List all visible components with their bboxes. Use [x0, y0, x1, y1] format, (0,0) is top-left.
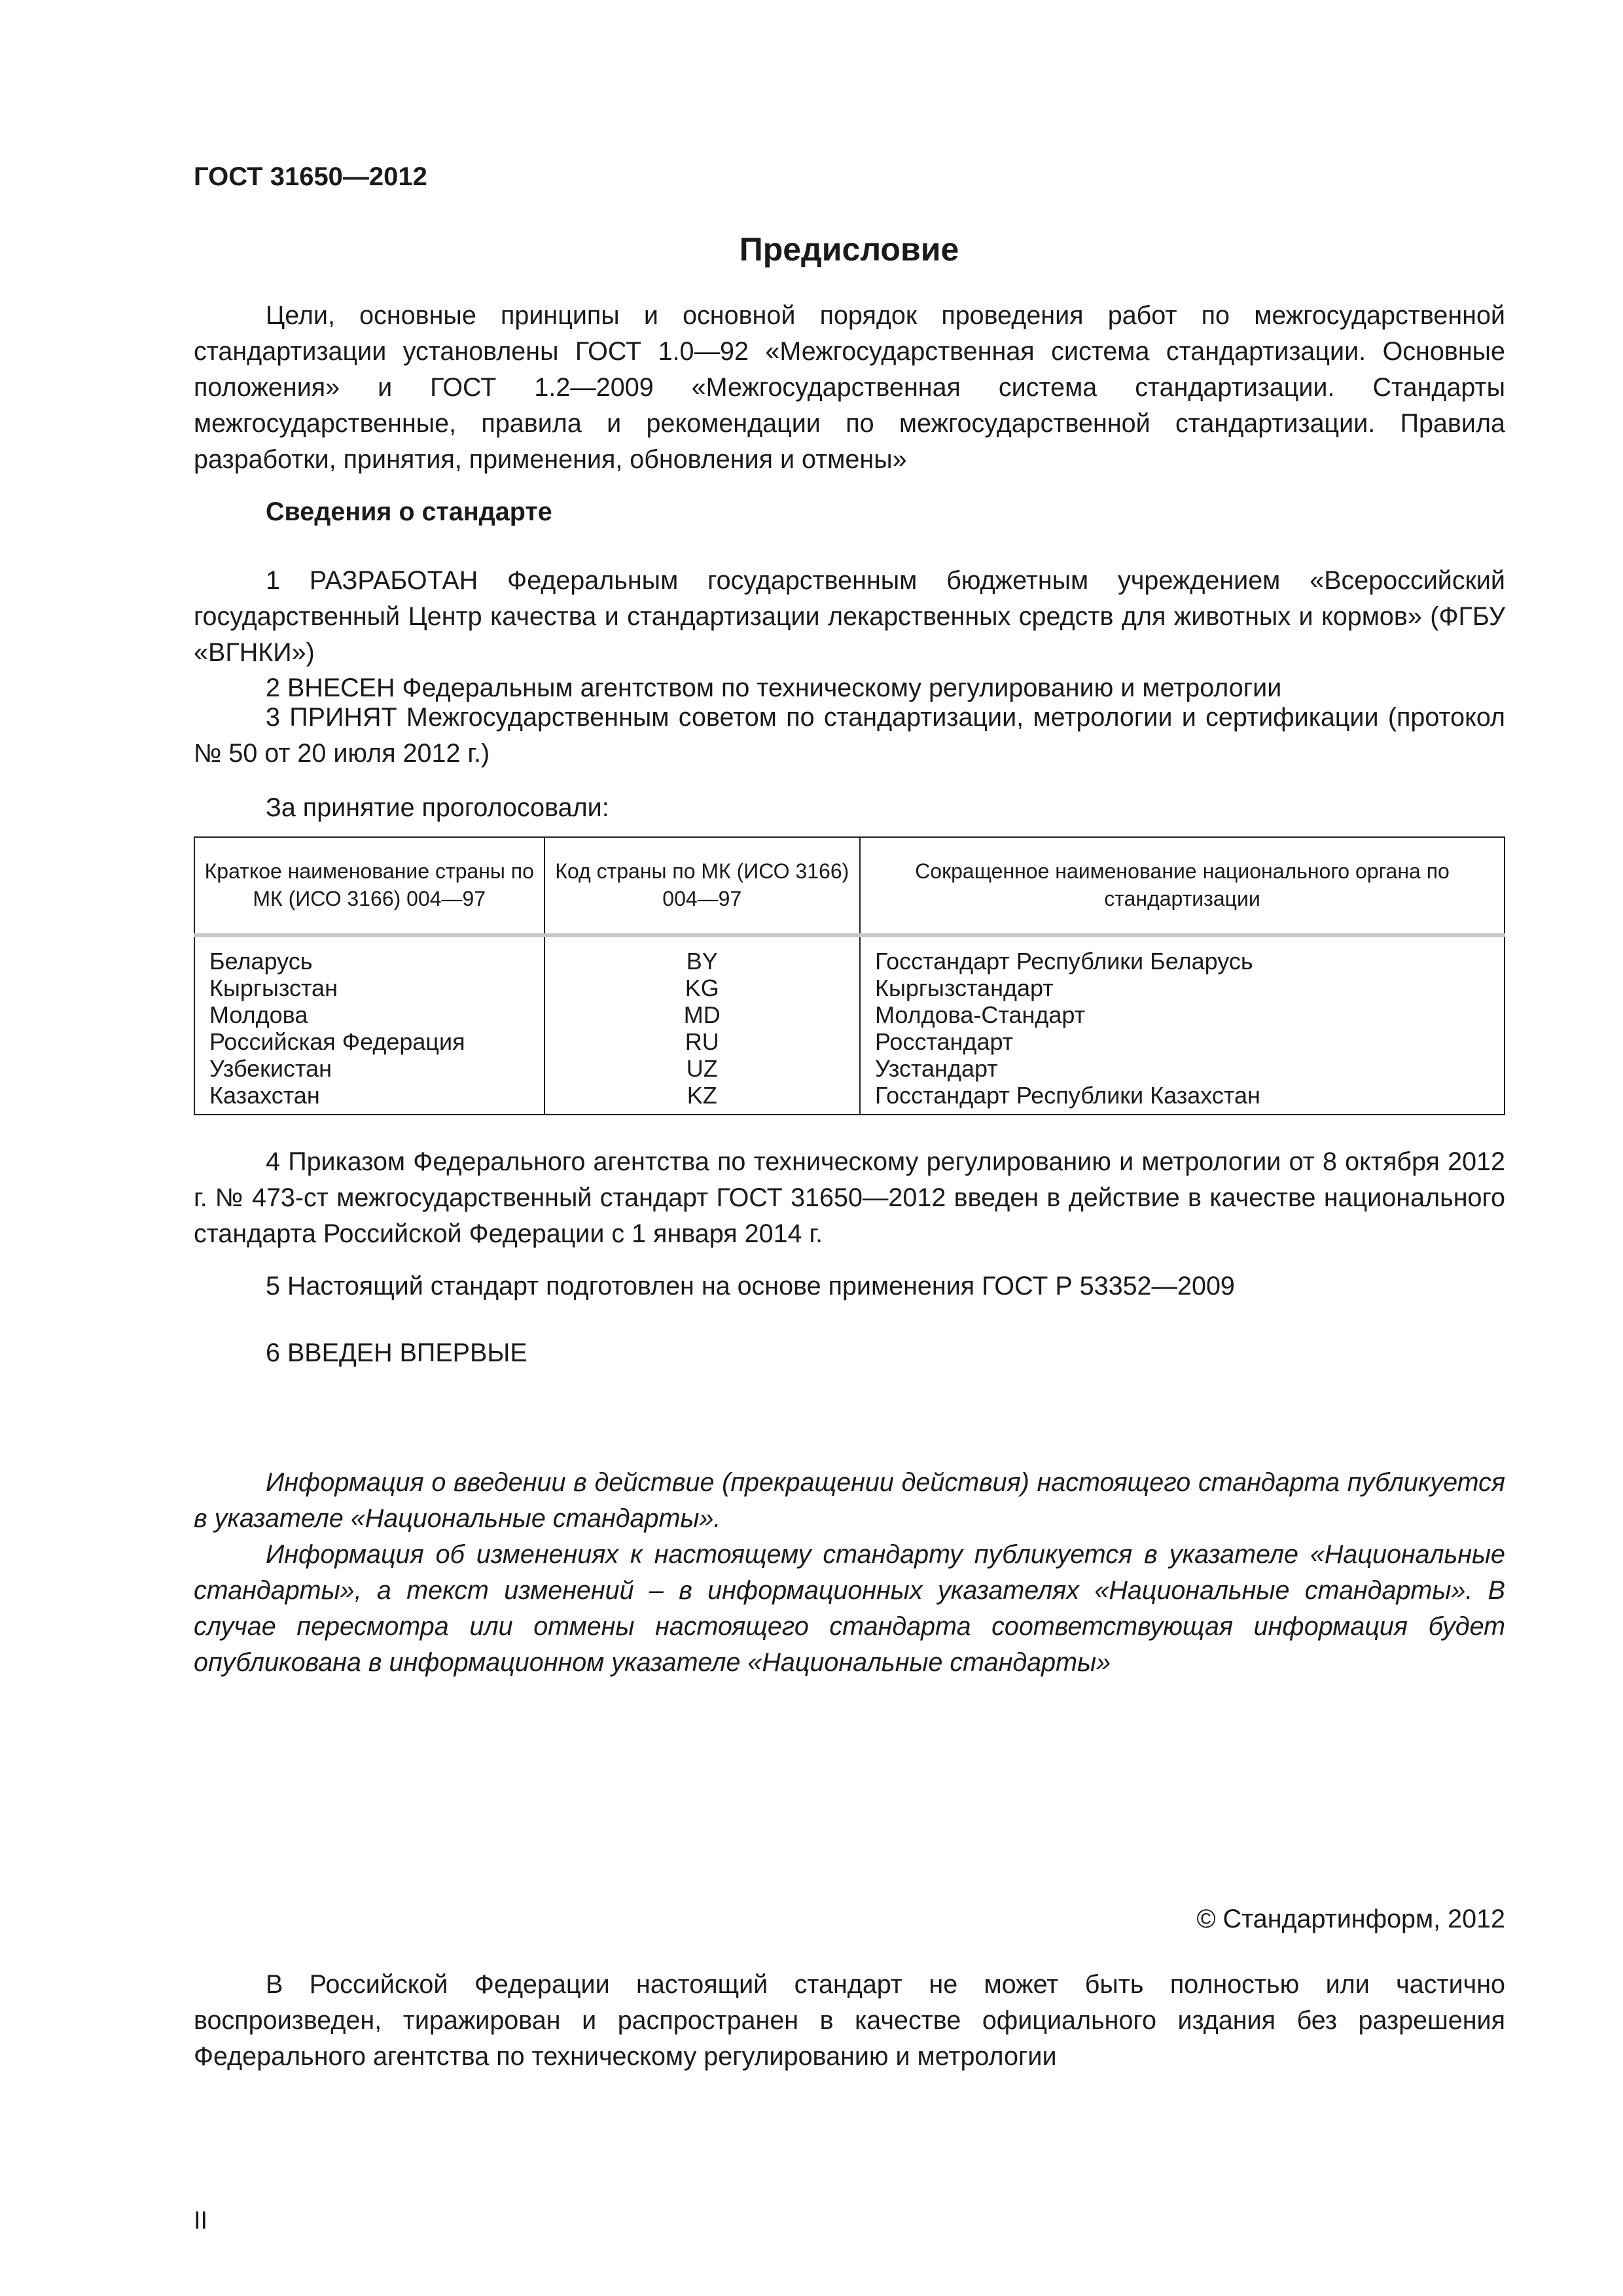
page-number: II: [194, 2207, 208, 2234]
item-submitted: 2 ВНЕСЕН Федеральным агентством по техническому регулированию и метрологии: [266, 673, 1282, 702]
item-developed: 1 РАЗРАБОТАН Федеральным государственным бюджетным учреждением «Всероссийский государственный Центр качества и стандартизации лекарственных средств для животных и кормов» (ФГБУ «ВГНКИ»): [194, 566, 1505, 667]
country-name: Молдова: [194, 1001, 544, 1028]
country-name: Узбекистан: [194, 1055, 544, 1082]
info-publication-paragraph: Информация о введении в действие (прекращении действия) настоящего стандарта публикуется в указателе «Национальные стандарты».: [194, 1468, 1505, 1533]
country-code: UZ: [544, 1055, 860, 1082]
intro-paragraph: Цели, основные принципы и основной порядок проведения работ по межгосударственной стандартизации установлены ГОСТ 1.0—92 «Межгосударственная система стандартизации. Основные положения» и ГОСТ 1.2—2009 «Межгосударственная система стандартизации. Стандарты межгосударственные, правила и рекомендации по межгосударственной стандартизации. Правила разработки, принятия, применения, обновления и отмены»: [194, 301, 1505, 474]
standards-body: Кыргызстандарт: [860, 975, 1505, 1001]
header-standards-body: Сокращенное наименование национального органа по стандартизации: [860, 837, 1505, 935]
standards-body: Госстандарт Республики Беларусь: [860, 935, 1505, 975]
table-row: [194, 975, 1505, 1001]
header-country-name: Краткое наименование страны по МК (ИСО 3166) 004—97: [194, 837, 544, 935]
table-row: [194, 1001, 1505, 1028]
document-code-header: ГОСТ 31650—2012: [194, 162, 427, 191]
country-name: Российская Федерация: [194, 1028, 544, 1055]
country-code: MD: [544, 1001, 860, 1028]
country-code: KZ: [544, 1082, 860, 1115]
standards-body: Узстандарт: [860, 1055, 1505, 1082]
table-row: [194, 935, 1505, 975]
standards-body: Росстандарт: [860, 1028, 1505, 1055]
country-code: KG: [544, 975, 860, 1001]
header-country-code: Код страны по МК (ИСО 3166) 004—97: [544, 837, 860, 935]
country-name: Кыргызстан: [194, 975, 544, 1001]
standards-body: Молдова-Стандарт: [860, 1001, 1505, 1028]
country-name: Беларусь: [194, 935, 544, 975]
item-enacted: 4 Приказом Федерального агентства по техническому регулированию и метрологии от 8 октября 2012 г. № 473-ст межгосударственный стандарт ГОСТ 31650—2012 введен в действие в качестве национального стандарта Российской Федерации с 1 января 2014 г.: [194, 1147, 1505, 1248]
voted-label: За принятие проголосовали:: [266, 793, 609, 822]
item-adopted: 3 ПРИНЯТ Межгосударственным советом по стандартизации, метрологии и сертификации (протокол № 50 от 20 июля 2012 г.): [194, 703, 1505, 768]
country-name: Казахстан: [194, 1082, 544, 1115]
country-code: RU: [544, 1028, 860, 1055]
table-row: [194, 1055, 1505, 1082]
section-title: Предисловие: [739, 231, 959, 268]
table-row: [194, 1028, 1505, 1055]
item-introduced: 6 ВВЕДЕН ВПЕРВЫЕ: [266, 1338, 527, 1367]
country-code: BY: [544, 935, 860, 975]
reproduction-notice: В Российской Федерации настоящий стандарт не может быть полностью или частично воспроизведен, тиражирован и распространен в качестве официального издания без разрешения Федерального агентства по техническому регулированию и метрологии: [194, 1970, 1505, 2071]
info-changes-paragraph: Информация об изменениях к настоящему стандарту публикуется в указателе «Национальные стандарты», а текст изменений – в информационных указателях «Национальные стандарты». В случае пересмотра или отмены настоящего стандарта соответствующая информация будет опубликована в информационном указателе «Национальные стандарты»: [194, 1540, 1505, 1677]
voting-countries-table: [194, 836, 1505, 1115]
item-basis: 5 Настоящий стандарт подготовлен на основе применения ГОСТ Р 53352—2009: [266, 1272, 1235, 1300]
table-row: [194, 1082, 1505, 1115]
table-header-row: [194, 837, 1505, 935]
about-standard-heading: Сведения о стандарте: [266, 497, 552, 526]
copyright-notice: © Стандартинформ, 2012: [1196, 1905, 1505, 1933]
standards-body: Госстандарт Республики Казахстан: [860, 1082, 1505, 1115]
